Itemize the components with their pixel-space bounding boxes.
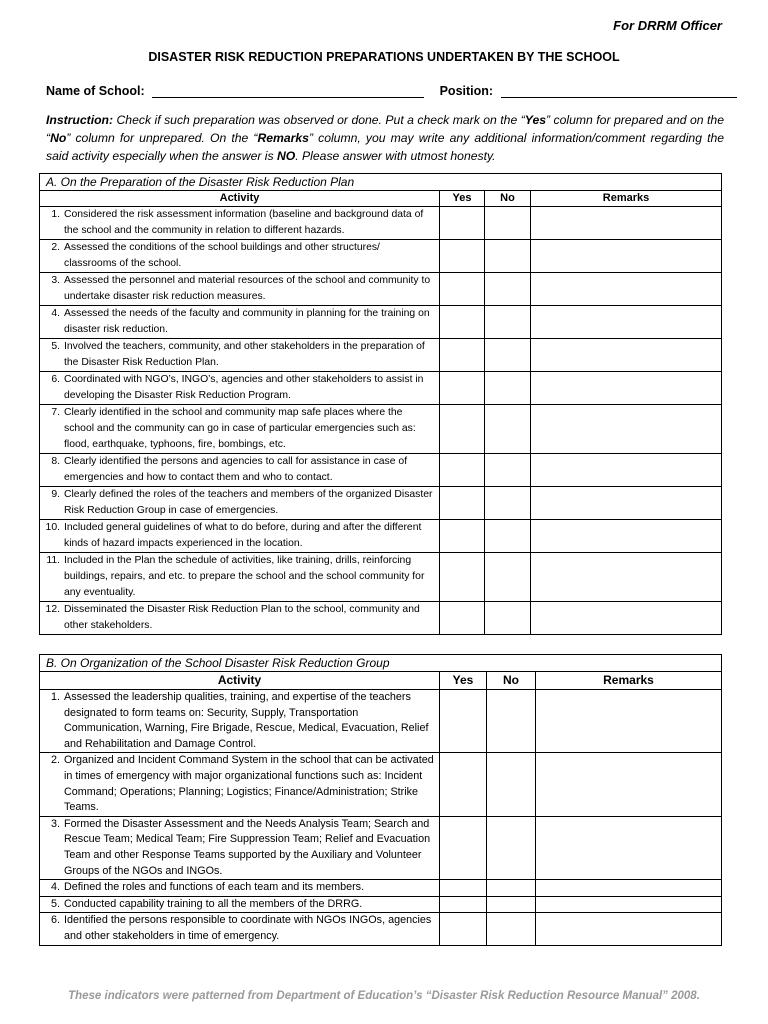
activity-number: 8. xyxy=(51,456,60,467)
instruction-part: ” column, you may write any additional information/comment regarding the said activity especially when the answer is xyxy=(46,131,725,163)
no-checkbox-cell[interactable] xyxy=(487,753,536,816)
yes-checkbox-cell[interactable] xyxy=(440,816,487,879)
activity-cell xyxy=(40,339,440,372)
activity-cell xyxy=(40,306,440,339)
position-label: Position: xyxy=(439,84,494,98)
activity-text: Involved the teachers, community, and other stakeholders in the preparation of the Disaster Risk Reduction Plan. xyxy=(64,341,425,368)
activity-number: 11. xyxy=(46,555,60,566)
no-checkbox-cell[interactable] xyxy=(485,454,531,487)
activity-number: 6. xyxy=(50,914,60,927)
school-info-line xyxy=(46,84,726,98)
activity-number: 5. xyxy=(50,897,60,910)
activity-number: 4. xyxy=(51,308,60,319)
name-of-school-field[interactable] xyxy=(152,85,424,98)
footer-note: These indicators were patterned from Department of Education’s “Disaster Risk Reduction Resource Manual” 2008. xyxy=(68,990,700,1002)
for-officer-note: For DRRM Officer xyxy=(613,18,722,33)
activity-cell xyxy=(40,913,440,945)
remarks-cell[interactable] xyxy=(531,602,722,635)
activity-number: 4. xyxy=(50,881,60,894)
activity-cell xyxy=(40,372,440,405)
table-row xyxy=(40,896,722,913)
activity-number: 5. xyxy=(51,341,60,352)
yes-checkbox-cell[interactable] xyxy=(440,207,485,240)
activity-cell xyxy=(40,880,440,897)
remarks-cell[interactable] xyxy=(536,753,722,816)
activity-cell xyxy=(40,273,440,306)
table-row xyxy=(40,207,722,240)
no-checkbox-cell[interactable] xyxy=(485,487,531,520)
activity-text: Included in the Plan the schedule of activities, like training, drills, reinforcing buildings, repairs, and etc. to prepare the school and the school community for any eventuality. xyxy=(64,555,425,598)
activity-number: 3. xyxy=(50,817,60,830)
remarks-cell[interactable] xyxy=(531,273,722,306)
remarks-cell[interactable] xyxy=(536,816,722,879)
yes-checkbox-cell[interactable] xyxy=(440,602,485,635)
no-checkbox-cell[interactable] xyxy=(485,553,531,602)
yes-checkbox-cell[interactable] xyxy=(440,454,485,487)
table-row xyxy=(40,273,722,306)
yes-checkbox-cell[interactable] xyxy=(440,880,487,897)
remarks-cell[interactable] xyxy=(531,405,722,454)
no-checkbox-cell[interactable] xyxy=(485,520,531,553)
remarks-cell[interactable] xyxy=(531,240,722,273)
yes-checkbox-cell[interactable] xyxy=(440,487,485,520)
no-checkbox-cell[interactable] xyxy=(485,339,531,372)
activity-text: Identified the persons responsible to coordinate with NGOs INGOs, agencies and other stakeholders in time of emergency. xyxy=(64,914,432,942)
activity-cell xyxy=(40,753,440,816)
remarks-cell[interactable] xyxy=(531,306,722,339)
instruction-label: Instruction: xyxy=(46,113,114,127)
yes-checkbox-cell[interactable] xyxy=(440,405,485,454)
yes-checkbox-cell[interactable] xyxy=(440,753,487,816)
activity-cell xyxy=(40,454,440,487)
no-checkbox-cell[interactable] xyxy=(487,896,536,913)
yes-checkbox-cell[interactable] xyxy=(440,896,487,913)
no-checkbox-cell[interactable] xyxy=(485,273,531,306)
activity-column-header: Activity xyxy=(40,191,440,207)
instruction-no-caps: NO xyxy=(277,149,296,163)
yes-checkbox-cell[interactable] xyxy=(440,913,487,945)
table-row xyxy=(40,553,722,602)
instruction-part: . Please answer with utmost honesty. xyxy=(295,149,496,163)
table-row xyxy=(40,240,722,273)
table-row xyxy=(40,520,722,553)
activity-number: 2. xyxy=(50,754,60,767)
activity-cell xyxy=(40,602,440,635)
no-checkbox-cell[interactable] xyxy=(485,372,531,405)
activity-text: Assessed the personnel and material resources of the school and community to undertake disaster risk reduction measures. xyxy=(64,275,431,302)
remarks-cell[interactable] xyxy=(531,487,722,520)
remarks-cell[interactable] xyxy=(531,339,722,372)
yes-checkbox-cell[interactable] xyxy=(440,372,485,405)
instruction-yes: Yes xyxy=(524,113,546,127)
activity-text: Clearly defined the roles of the teachers and members of the organized Disaster Risk Reduction Group in case of emergencies. xyxy=(64,489,433,516)
activity-text: Disseminated the Disaster Risk Reduction Plan to the school, community and other stakeholders. xyxy=(64,604,420,631)
yes-checkbox-cell[interactable] xyxy=(440,553,485,602)
yes-column-header: Yes xyxy=(440,191,485,207)
remarks-cell[interactable] xyxy=(536,880,722,897)
yes-checkbox-cell[interactable] xyxy=(440,520,485,553)
table-row xyxy=(40,372,722,405)
no-checkbox-cell[interactable] xyxy=(485,405,531,454)
activity-cell xyxy=(40,520,440,553)
no-checkbox-cell[interactable] xyxy=(487,880,536,897)
activity-number: 3. xyxy=(51,275,60,286)
activity-column-header: Activity xyxy=(40,672,440,690)
activity-text: Assessed the conditions of the school buildings and other structures/ classrooms of the school. xyxy=(64,242,380,269)
table-row xyxy=(40,880,722,897)
activity-text: Formed the Disaster Assessment and the Needs Analysis Team; Search and Rescue Team; Medical Team; Fire Suppression Team; Relief and Evacuation Team and other Response Teams supported by the Auxiliary and Volunteer Groups of the NGOs and INGOs. xyxy=(64,817,431,877)
table-row xyxy=(40,602,722,635)
activity-text: Clearly identified the persons and agencies to call for assistance in case of emergencies and how to contact them and who to contact. xyxy=(64,456,408,483)
activity-cell xyxy=(40,240,440,273)
activity-text: Coordinated with NGO’s, INGO’s, agencies and other stakeholders to assist in developing the Disaster Risk Reduction Program. xyxy=(64,374,424,401)
remarks-cell[interactable] xyxy=(536,896,722,913)
instruction-text xyxy=(46,111,724,165)
activity-number: 1. xyxy=(51,209,60,220)
remarks-column-header: Remarks xyxy=(536,672,722,690)
yes-checkbox-cell[interactable] xyxy=(440,339,485,372)
no-checkbox-cell[interactable] xyxy=(485,240,531,273)
activity-number: 12. xyxy=(45,604,60,615)
activity-number: 9. xyxy=(51,489,60,500)
remarks-cell[interactable] xyxy=(531,520,722,553)
table-row xyxy=(40,753,722,816)
activity-cell xyxy=(40,553,440,602)
table-row xyxy=(40,454,722,487)
no-checkbox-cell[interactable] xyxy=(487,690,536,753)
no-checkbox-cell[interactable] xyxy=(485,602,531,635)
no-checkbox-cell[interactable] xyxy=(485,207,531,240)
yes-checkbox-cell[interactable] xyxy=(440,690,487,753)
activity-cell xyxy=(40,690,440,753)
activity-text: Conducted capability training to all the members of the DRRG. xyxy=(64,897,363,910)
instruction-no: No xyxy=(50,131,67,145)
name-of-school-label: Name of School: xyxy=(46,84,145,98)
section-a-table xyxy=(39,173,722,635)
instruction-part: Check if such preparation was observed or done. Put a check mark on the “ xyxy=(113,113,525,127)
activity-text: Considered the risk assessment information (baseline and background data of the school and the community in relation to different hazards. xyxy=(64,209,424,236)
activity-cell xyxy=(40,816,440,879)
no-checkbox-cell[interactable] xyxy=(485,306,531,339)
remarks-cell[interactable] xyxy=(531,207,722,240)
instruction-part: ” column for prepared and on the “ xyxy=(46,113,724,145)
activity-number: 1. xyxy=(50,691,60,703)
activity-text: Included general guidelines of what to do before, during and after the different kinds of hazard impacts experienced in the location. xyxy=(64,522,422,549)
activity-number: 7. xyxy=(51,407,60,418)
activity-text: Clearly identified in the school and community map safe places where the school and the community can go in case of particular emergencies such as: flood, earthquake, typhoons, fire, bombings, etc. xyxy=(64,407,416,450)
yes-checkbox-cell[interactable] xyxy=(440,240,485,273)
remarks-cell[interactable] xyxy=(531,372,722,405)
page-title: DISASTER RISK REDUCTION PREPARATIONS UNDERTAKEN BY THE SCHOOL xyxy=(148,50,620,64)
table-row xyxy=(40,306,722,339)
activity-text: Defined the roles and functions of each team and its members. xyxy=(64,881,365,894)
section-b-table xyxy=(39,654,722,946)
yes-checkbox-cell[interactable] xyxy=(440,306,485,339)
section-b-title: B. On Organization of the School Disaster Risk Reduction Group xyxy=(40,655,722,672)
table-row xyxy=(40,405,722,454)
activity-cell xyxy=(40,896,440,913)
position-field[interactable] xyxy=(501,85,737,98)
table-row xyxy=(40,339,722,372)
table-row xyxy=(40,913,722,945)
no-column-header: No xyxy=(487,672,536,690)
instruction-remarks: Remarks xyxy=(257,131,309,145)
table-row xyxy=(40,816,722,879)
table-row xyxy=(40,487,722,520)
activity-text: Assessed the leadership qualities, training, and expertise of the teachers designated to form teams on: Security, Supply, Transportation Communication, Warning, Fire Brigade, Rescue, Medical, Evacuation, Relief and Rehabilitation and Damage Control. xyxy=(64,691,429,750)
activity-cell xyxy=(40,487,440,520)
no-checkbox-cell[interactable] xyxy=(487,816,536,879)
activity-text: Organized and Incident Command System in the school that can be activated in times of emergency with major organizational functions such as: Incident Command; Operations; Planning; Logistics; Finance/Administration; Strike Teams. xyxy=(64,754,434,814)
instruction-part: ” column for unprepared. On the “ xyxy=(66,131,258,145)
remarks-column-header: Remarks xyxy=(531,191,722,207)
remarks-cell[interactable] xyxy=(531,454,722,487)
remarks-cell[interactable] xyxy=(536,913,722,945)
yes-checkbox-cell[interactable] xyxy=(440,273,485,306)
activity-cell xyxy=(40,207,440,240)
no-column-header: No xyxy=(485,191,531,207)
activity-number: 10. xyxy=(45,522,60,533)
remarks-cell[interactable] xyxy=(536,690,722,753)
activity-cell xyxy=(40,405,440,454)
yes-column-header: Yes xyxy=(440,672,487,690)
activity-number: 6. xyxy=(51,374,60,385)
activity-text: Assessed the needs of the faculty and community in planning for the training on disaster risk reduction. xyxy=(64,308,430,335)
section-a-title: A. On the Preparation of the Disaster Risk Reduction Plan xyxy=(40,174,722,191)
activity-number: 2. xyxy=(51,242,60,253)
no-checkbox-cell[interactable] xyxy=(487,913,536,945)
table-row xyxy=(40,690,722,753)
remarks-cell[interactable] xyxy=(531,553,722,602)
